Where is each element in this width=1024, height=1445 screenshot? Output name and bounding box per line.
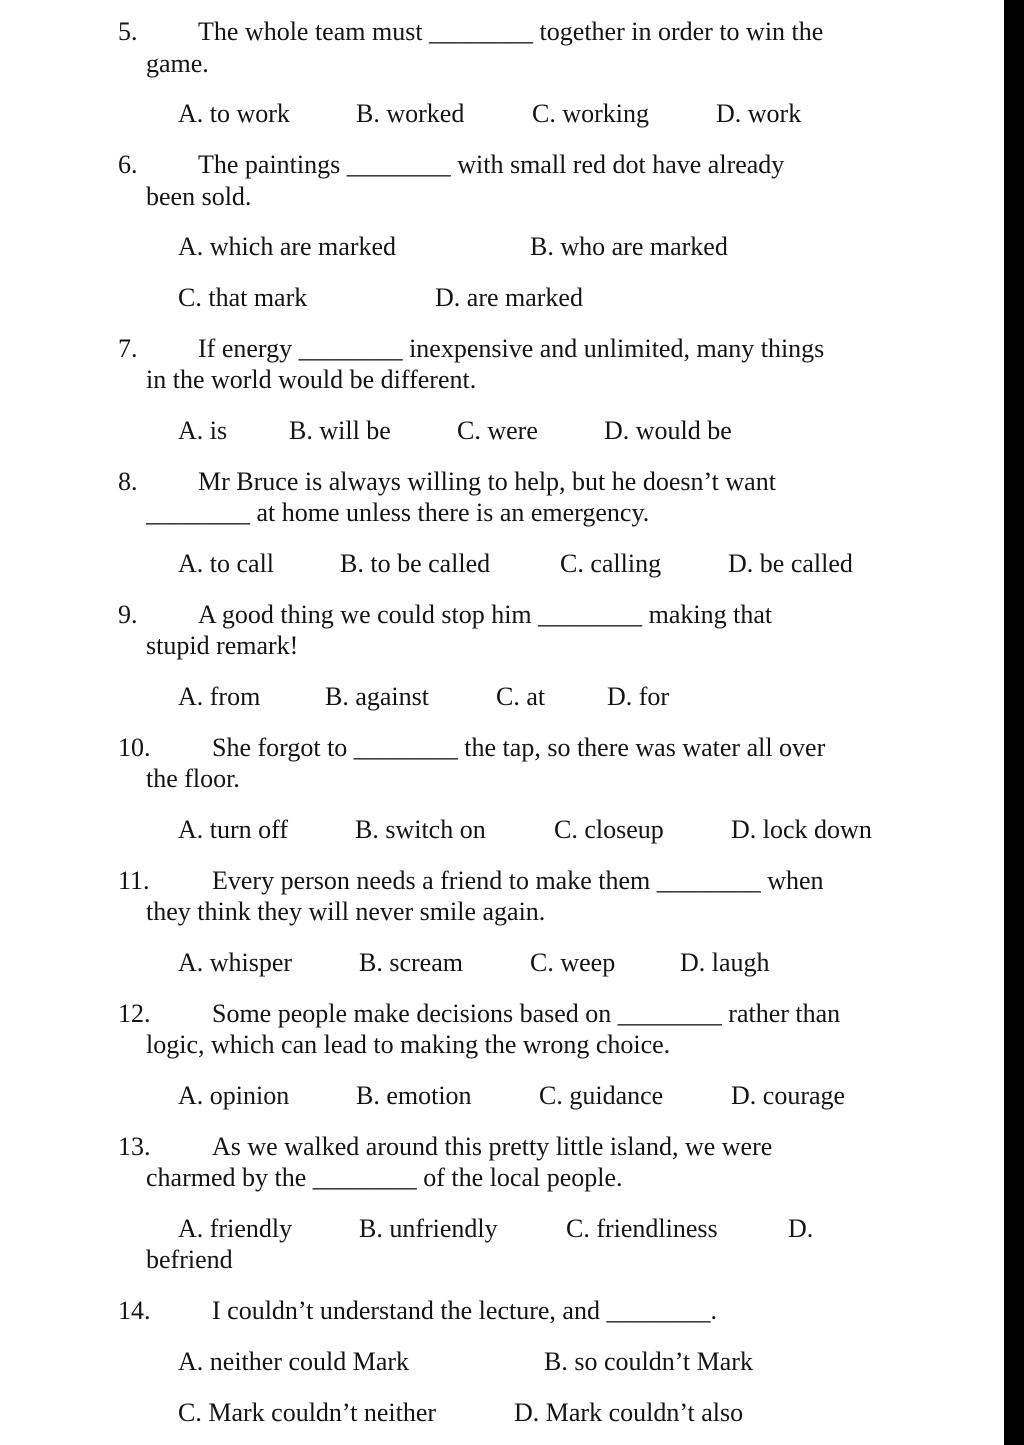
option-a[interactable]: A. to work	[178, 99, 290, 128]
question-stem-line-1: She forgot to ________ the tap, so there was water all over	[212, 733, 826, 762]
question-number: 13.	[118, 1132, 151, 1161]
question-stem-line-1: As we walked around this pretty little island, we were	[212, 1132, 773, 1161]
question-stem-line-1: Mr Bruce is always willing to help, but he doesn’t want	[198, 467, 776, 496]
option-b[interactable]: B. unfriendly	[359, 1214, 498, 1243]
right-edge-bar	[1004, 0, 1024, 1445]
option-c[interactable]: C. guidance	[539, 1081, 664, 1110]
question-stem-line-1: If energy ________ inexpensive and unlimited, many things	[198, 334, 825, 363]
question-stem-line-2: the floor.	[146, 764, 240, 793]
option-b[interactable]: B. scream	[359, 948, 463, 977]
question-number: 10.	[118, 733, 151, 762]
option-a[interactable]: A. turn off	[178, 815, 289, 844]
option-a[interactable]: A. neither could Mark	[178, 1347, 410, 1376]
option-b[interactable]: B. will be	[289, 416, 391, 445]
option-b[interactable]: B. to be called	[340, 549, 491, 578]
option-c[interactable]: C. that mark	[178, 283, 308, 312]
option-b[interactable]: B. who are marked	[530, 232, 728, 261]
option-a[interactable]: A. to call	[178, 549, 275, 578]
question-number: 8.	[118, 467, 138, 496]
question-stem-line-2: stupid remark!	[146, 631, 299, 660]
option-d[interactable]: D. are marked	[435, 283, 583, 312]
question-stem-line-1: Every person needs a friend to make them ________ when	[212, 866, 824, 895]
question-number: 14.	[118, 1296, 151, 1325]
question-stem-line-2: logic, which can lead to making the wrong choice.	[146, 1030, 671, 1059]
option-d[interactable]: D. Mark couldn’t also	[514, 1398, 744, 1427]
option-c[interactable]: C. closeup	[554, 815, 664, 844]
question-stem-line-1: Some people make decisions based on ________ rather than	[212, 999, 841, 1028]
option-a[interactable]: A. is	[178, 416, 228, 445]
question-stem-line-2: game.	[146, 49, 209, 78]
option-a[interactable]: A. friendly	[178, 1214, 293, 1243]
question-stem-line-2: charmed by the ________ of the local people.	[146, 1163, 623, 1192]
option-b[interactable]: B. against	[325, 682, 429, 711]
option-c[interactable]: C. friendliness	[566, 1214, 718, 1243]
option-d[interactable]: D. be called	[728, 549, 853, 578]
option-c[interactable]: C. working	[532, 99, 649, 128]
question-number: 7.	[118, 334, 138, 363]
option-a[interactable]: A. from	[178, 682, 261, 711]
option-d[interactable]: D.	[788, 1214, 814, 1243]
option-d[interactable]: D. would be	[604, 416, 732, 445]
option-c[interactable]: C. were	[457, 416, 538, 445]
question-number: 12.	[118, 999, 151, 1028]
option-d-continuation[interactable]: befriend	[146, 1245, 233, 1274]
option-c[interactable]: C. calling	[560, 549, 662, 578]
question-number: 9.	[118, 600, 138, 629]
option-c[interactable]: C. weep	[530, 948, 616, 977]
question-stem-line-2: been sold.	[146, 182, 252, 211]
option-b[interactable]: B. emotion	[356, 1081, 472, 1110]
option-b[interactable]: B. switch on	[355, 815, 486, 844]
option-c[interactable]: C. at	[496, 682, 546, 711]
option-d[interactable]: D. for	[607, 682, 670, 711]
question-stem-line-2: they think they will never smile again.	[146, 897, 546, 926]
question-number: 6.	[118, 150, 138, 179]
question-stem-line-1: The whole team must ________ together in order to win the	[198, 17, 824, 46]
option-d[interactable]: D. work	[716, 99, 802, 128]
option-b[interactable]: B. worked	[356, 99, 465, 128]
option-a[interactable]: A. whisper	[178, 948, 293, 977]
question-number: 11.	[118, 866, 150, 895]
option-c[interactable]: C. Mark couldn’t neither	[178, 1398, 437, 1427]
question-stem-line-2: in the world would be different.	[146, 365, 477, 394]
question-stem-line-1: The paintings ________ with small red dot have already	[198, 150, 785, 179]
question-stem-line-2: ________ at home unless there is an emergency.	[146, 498, 650, 527]
option-a[interactable]: A. opinion	[178, 1081, 290, 1110]
question-stem-line-1: A good thing we could stop him ________ making that	[198, 600, 773, 629]
option-d[interactable]: D. laugh	[680, 948, 770, 977]
option-d[interactable]: D. courage	[731, 1081, 846, 1110]
question-number: 5.	[118, 17, 138, 46]
option-a[interactable]: A. which are marked	[178, 232, 397, 261]
option-b[interactable]: B. so couldn’t Mark	[544, 1347, 753, 1376]
option-d[interactable]: D. lock down	[731, 815, 872, 844]
question-stem-line-1: I couldn’t understand the lecture, and ________.	[212, 1296, 717, 1325]
